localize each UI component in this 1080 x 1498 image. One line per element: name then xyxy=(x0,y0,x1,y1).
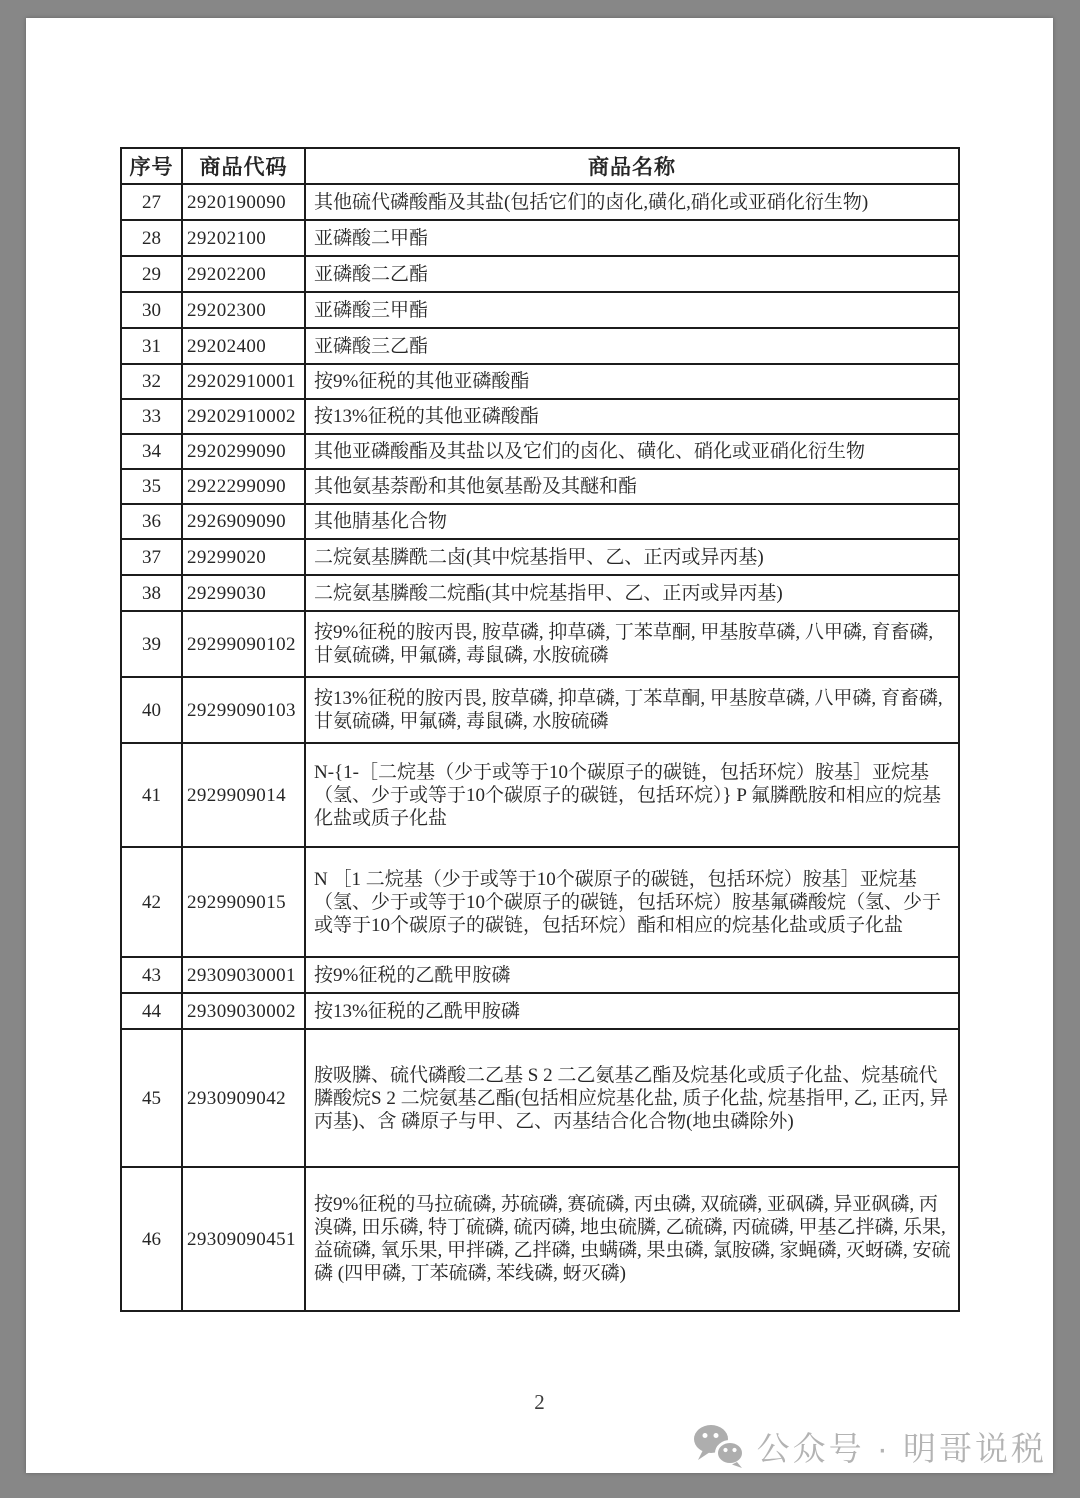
cell-commodity-name: 按9%征税的其他亚磷酸酯 xyxy=(305,364,959,399)
table-row xyxy=(121,220,959,256)
cell-commodity-name: 胺吸膦、硫代磷酸二乙基 S 2 二乙氨基乙酯及烷基化或质子化盐、烷基硫代膦酸烷S 2 二烷氨基乙酯(包括相应烷基化盐, 质子化盐, 烷基指甲, 乙, 正丙, 异丙基)、含 磷原子与甲、乙、丙基结合化合物(地虫磷除外) xyxy=(305,1029,959,1167)
table-row xyxy=(121,469,959,504)
table-header xyxy=(121,148,959,184)
cell-commodity-code: 29202100 xyxy=(182,220,305,256)
cell-serial-number: 31 xyxy=(121,328,182,364)
cell-serial-number: 36 xyxy=(121,504,182,539)
table-row xyxy=(121,434,959,469)
cell-commodity-name: 按13%征税的其他亚磷酸酯 xyxy=(305,399,959,434)
table-row xyxy=(121,539,959,575)
cell-commodity-name: 二烷氨基膦酰二卤(其中烷基指甲、乙、正丙或异丙基) xyxy=(305,539,959,575)
cell-serial-number: 33 xyxy=(121,399,182,434)
header-commodity-name: 商品名称 xyxy=(305,148,959,184)
cell-serial-number: 44 xyxy=(121,993,182,1029)
cell-commodity-code: 29202910002 xyxy=(182,399,305,434)
cell-serial-number: 43 xyxy=(121,957,182,993)
watermark-text: 公众号 · 明哥说税 xyxy=(756,1429,1047,1467)
cell-serial-number: 38 xyxy=(121,575,182,611)
table-row xyxy=(121,743,959,847)
table-body xyxy=(121,184,959,1311)
cell-serial-number: 32 xyxy=(121,364,182,399)
cell-commodity-code: 29299090103 xyxy=(182,677,305,743)
table-row xyxy=(121,184,959,220)
table-row xyxy=(121,328,959,364)
table-row xyxy=(121,256,959,292)
cell-commodity-name: 亚磷酸三甲酯 xyxy=(305,292,959,328)
cell-commodity-code: 29202200 xyxy=(182,256,305,292)
cell-commodity-code: 29202300 xyxy=(182,292,305,328)
table-row xyxy=(121,575,959,611)
table-row xyxy=(121,292,959,328)
cell-serial-number: 30 xyxy=(121,292,182,328)
cell-commodity-name: 其他腈基化合物 xyxy=(305,504,959,539)
cell-serial-number: 29 xyxy=(121,256,182,292)
cell-commodity-name: 按9%征税的胺丙畏, 胺草磷, 抑草磷, 丁苯草酮, 甲基胺草磷, 八甲磷, 育畜磷, 甘氨硫磷, 甲氟磷, 毒鼠磷, 水胺硫磷 xyxy=(305,611,959,677)
cell-serial-number: 40 xyxy=(121,677,182,743)
table-row xyxy=(121,399,959,434)
cell-serial-number: 34 xyxy=(121,434,182,469)
table-row xyxy=(121,611,959,677)
cell-serial-number: 41 xyxy=(121,743,182,847)
cell-commodity-name: N ［1 二烷基（少于或等于10个碳原子的碳链，包括环烷）胺基］亚烷基（氢、少于或等于10个碳原子的碳链，包括环烷）胺基氟磷酸烷（氢、少于或等于10个碳原子的碳链，包括环烷）酯和相应的烷基化盐或质子化盐 xyxy=(305,847,959,957)
table-row xyxy=(121,1167,959,1311)
cell-serial-number: 37 xyxy=(121,539,182,575)
table-row xyxy=(121,1029,959,1167)
cell-commodity-name: 按13%征税的乙酰甲胺磷 xyxy=(305,993,959,1029)
cell-commodity-code: 29202400 xyxy=(182,328,305,364)
cell-commodity-code: 29202910001 xyxy=(182,364,305,399)
cell-commodity-code: 2920299090 xyxy=(182,434,305,469)
cell-commodity-name: 按9%征税的乙酰甲胺磷 xyxy=(305,957,959,993)
table-row xyxy=(121,957,959,993)
cell-commodity-code: 29309030001 xyxy=(182,957,305,993)
cell-commodity-name: 按9%征税的马拉硫磷, 苏硫磷, 赛硫磷, 丙虫磷, 双硫磷, 亚砜磷, 异亚砜磷, 丙溴磷, 田乐磷, 特丁硫磷, 硫丙磷, 地虫硫膦, 乙硫磷, 丙硫磷, 甲基乙拌磷, 乐果, 益硫磷, 氧乐果, 甲拌磷, 乙拌磷, 虫螨磷, 果虫磷, 氯胺磷, 家蝇磷, 灭蚜磷, 安硫磷 (四甲磷, 丁苯硫磷, 苯线磷, 蚜灭磷) xyxy=(305,1167,959,1311)
cell-serial-number: 28 xyxy=(121,220,182,256)
cell-commodity-name: 按13%征税的胺丙畏, 胺草磷, 抑草磷, 丁苯草酮, 甲基胺草磷, 八甲磷, 育畜磷, 甘氨硫磷, 甲氟磷, 毒鼠磷, 水胺硫磷 xyxy=(305,677,959,743)
cell-commodity-name: 其他氨基萘酚和其他氨基酚及其醚和酯 xyxy=(305,469,959,504)
cell-commodity-code: 2920190090 xyxy=(182,184,305,220)
header-serial-number: 序号 xyxy=(121,148,182,184)
cell-serial-number: 39 xyxy=(121,611,182,677)
cell-commodity-code: 2922299090 xyxy=(182,469,305,504)
commodity-table xyxy=(120,147,960,1312)
table-row xyxy=(121,847,959,957)
cell-commodity-code: 29309090451 xyxy=(182,1167,305,1311)
cell-commodity-name: 亚磷酸二甲酯 xyxy=(305,220,959,256)
cell-commodity-name: 其他硫代磷酸酯及其盐(包括它们的卤化,磺化,硝化或亚硝化衍生物) xyxy=(305,184,959,220)
document-page xyxy=(26,18,1053,1473)
cell-serial-number: 35 xyxy=(121,469,182,504)
cell-commodity-code: 2929909014 xyxy=(182,743,305,847)
cell-commodity-code: 2930909042 xyxy=(182,1029,305,1167)
page-number: 2 xyxy=(534,1390,545,1414)
cell-serial-number: 27 xyxy=(121,184,182,220)
wechat-icon xyxy=(691,1423,757,1469)
cell-commodity-name: N-{1-［二烷基（少于或等于10个碳原子的碳链，包括环烷）胺基］亚烷基（氢、少于或等于10个碳原子的碳链，包括环烷）} P 氟膦酰胺和相应的烷基化盐或质子化盐 xyxy=(305,743,959,847)
table-row xyxy=(121,677,959,743)
cell-commodity-code: 2926909090 xyxy=(182,504,305,539)
cell-commodity-code: 2929909015 xyxy=(182,847,305,957)
table-row xyxy=(121,364,959,399)
cell-commodity-name: 二烷氨基膦酸二烷酯(其中烷基指甲、乙、正丙或异丙基) xyxy=(305,575,959,611)
header-commodity-code: 商品代码 xyxy=(182,148,305,184)
cell-commodity-code: 29299020 xyxy=(182,539,305,575)
cell-serial-number: 46 xyxy=(121,1167,182,1311)
watermark xyxy=(673,1421,1053,1473)
cell-commodity-code: 29309030002 xyxy=(182,993,305,1029)
cell-serial-number: 45 xyxy=(121,1029,182,1167)
table-row xyxy=(121,993,959,1029)
cell-commodity-code: 29299030 xyxy=(182,575,305,611)
cell-commodity-name: 其他亚磷酸酯及其盐以及它们的卤化、磺化、硝化或亚硝化衍生物 xyxy=(305,434,959,469)
cell-commodity-name: 亚磷酸三乙酯 xyxy=(305,328,959,364)
cell-serial-number: 42 xyxy=(121,847,182,957)
cell-commodity-code: 29299090102 xyxy=(182,611,305,677)
table-row xyxy=(121,504,959,539)
cell-commodity-name: 亚磷酸二乙酯 xyxy=(305,256,959,292)
